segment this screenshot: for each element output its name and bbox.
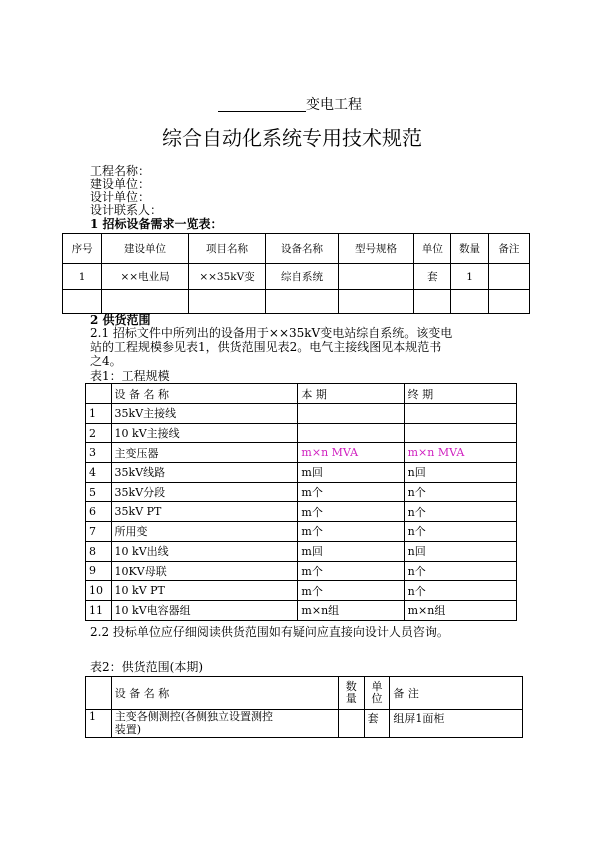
col-header-qty-char1: 数 [345,680,357,693]
table-cell: 套 [414,264,451,290]
row-no: 5 [86,482,112,502]
table-cell [188,290,265,314]
row-no: 9 [86,561,112,581]
col-header: 备注 [488,234,529,264]
table-cell: ××35kV变 [188,264,265,290]
row-name: 35kV PT [111,502,298,522]
row-no: 1 [86,710,112,738]
col-header-qty-char2: 量 [345,692,357,705]
row-no: 7 [86,522,112,542]
equipment-demand-table [62,233,530,314]
col-header: 序号 [63,234,102,264]
row-no: 6 [86,502,112,522]
table1-caption: 表1：工程规模 [90,369,170,383]
table-row [63,264,530,290]
row-final: m×n组 [404,600,516,620]
row-current [298,404,404,424]
table-cell [338,290,413,314]
row-current: m个 [298,581,404,601]
row-final: n个 [404,561,516,581]
project-scale-table [85,383,517,621]
table-header-row [86,677,523,710]
table-cell: 1 [451,264,488,290]
table-row [86,561,517,581]
row-current: m个 [298,482,404,502]
field-project-name: 工程名称： [90,164,151,178]
col-header-name: 设 备 名 称 [111,677,338,710]
row-no: 8 [86,541,112,561]
row-final: n回 [404,463,516,483]
row-name: 主变压器 [111,443,298,463]
row-current: m回 [298,541,404,561]
table-row [86,522,517,542]
row-final [404,404,516,424]
table-row [86,482,517,502]
row-final: n个 [404,581,516,601]
table-cell [451,290,488,314]
table-cell [488,290,529,314]
row-no: 1 [86,404,112,424]
row-name: 35kV主接线 [111,404,298,424]
row-name [111,710,338,738]
row-name-line2: 装置) [114,723,141,736]
field-builder: 建设单位： [90,177,151,191]
col-header-no [86,384,112,404]
row-qty [338,710,364,738]
para-2-1-line2: 站的工程规模参见表1，供货范围见表2。电气主接线图见本规范书 [90,340,442,354]
table-cell [338,264,413,290]
col-header-unit [364,677,390,710]
row-no: 10 [86,581,112,601]
table-cell [414,290,451,314]
table-row [86,404,517,424]
row-name: 10 kV PT [111,581,298,601]
col-header-name: 设 备 名 称 [111,384,298,404]
field-design-contact: 设计联系人： [90,203,163,217]
table-cell [488,264,529,290]
col-header: 设备名称 [266,234,338,264]
supply-scope-table [85,676,523,738]
row-name: 10 kV出线 [111,541,298,561]
col-header: 数量 [451,234,488,264]
row-final: n个 [404,482,516,502]
table-cell: 1 [63,264,102,290]
row-final [404,423,516,443]
row-name: 10KV母联 [111,561,298,581]
row-current: m个 [298,522,404,542]
table-row [86,463,517,483]
col-header-remark: 备 注 [390,677,523,710]
para-2-2: 2.2 投标单位应仔细阅读供货范围如有疑问应直接向设计人员咨询。 [90,625,449,639]
col-header-no [86,677,112,710]
col-header-qty [338,677,364,710]
row-final: m×n MVA [404,443,516,463]
row-current [298,423,404,443]
row-no: 11 [86,600,112,620]
table-cell: 综自系统 [266,264,338,290]
row-current: m×n组 [298,600,404,620]
table-header-row [63,234,530,264]
col-header-unit-char2: 位 [371,692,383,705]
table-row-empty [63,290,530,314]
row-name-line1: 主变各侧测控(各侧独立设置测控 [114,710,273,723]
project-name-blank-line [218,111,306,112]
table-cell [63,290,102,314]
col-header: 单位 [414,234,451,264]
table-cell [102,290,189,314]
table-row [86,423,517,443]
section1-heading: 1 招标设备需求一览表： [90,217,223,231]
row-name: 10 kV电容器组 [111,600,298,620]
table-header-row [86,384,517,404]
col-header: 项目名称 [188,234,265,264]
row-final: n回 [404,541,516,561]
para-2-1-line3: 之4。 [90,354,122,368]
page-title: 综合自动化系统专用技术规范 [162,126,422,150]
col-header-unit-char1: 单 [371,680,383,693]
row-final: n个 [404,502,516,522]
table-row [86,600,517,620]
table-row [86,541,517,561]
table-row [86,443,517,463]
field-designer: 设计单位： [90,190,151,204]
para-2-1-line1: 2.1 招标文件中所列出的设备用于××35kV变电站综自系统。该变电 [90,326,453,340]
row-remark: 组屏1面柜 [390,710,523,738]
col-header-current: 本 期 [298,384,404,404]
row-name: 10 kV主接线 [111,423,298,443]
table-row [86,710,523,738]
row-current: m个 [298,502,404,522]
project-suffix: 变电工程 [306,97,362,113]
row-no: 3 [86,443,112,463]
row-name: 35kV线路 [111,463,298,483]
table-cell [266,290,338,314]
row-current: m×n MVA [298,443,404,463]
row-current: m个 [298,561,404,581]
row-final: n个 [404,522,516,542]
table-cell: ××电业局 [102,264,189,290]
row-no: 2 [86,423,112,443]
table-row [86,502,517,522]
row-unit: 套 [364,710,390,738]
row-name: 所用变 [111,522,298,542]
table-row [86,581,517,601]
col-header: 建设单位 [102,234,189,264]
col-header-final: 终 期 [404,384,516,404]
table2-caption: 表2：供货范围(本期) [90,660,203,674]
row-name: 35kV分段 [111,482,298,502]
col-header: 型号规格 [338,234,413,264]
row-no: 4 [86,463,112,483]
row-current: m回 [298,463,404,483]
section2-heading: 2 供货范围 [90,313,151,327]
